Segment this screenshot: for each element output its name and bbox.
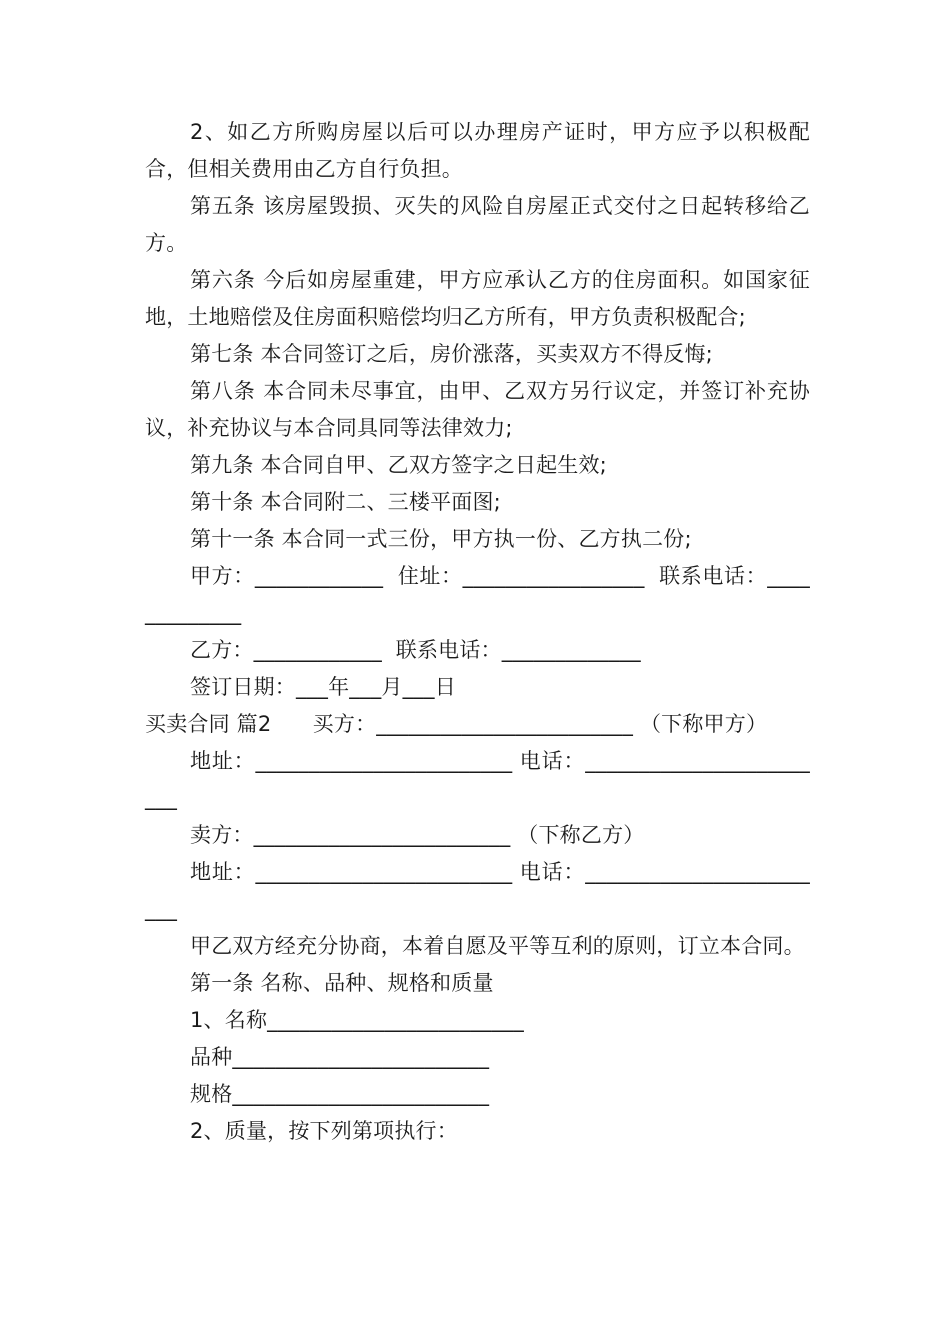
article-1-heading: 第一条 名称、品种、规格和质量 [190, 971, 494, 995]
article-7-paragraph: 第七条 本合同签订之后，房价涨落，买卖双方不得反悔; [190, 342, 713, 366]
party-b-line: 乙方：____________ 联系电话：_____________ [190, 638, 641, 662]
signing-date-line: 签订日期：___年___月___日 [190, 675, 456, 699]
article-9-paragraph: 第九条 本合同自甲、乙双方签字之日起生效; [190, 453, 607, 477]
article-6-paragraph: 第六条 今后如房屋重建，甲方应承认乙方的住房面积。如国家征地，土地赔偿及住房面积赔偿均归乙方所有，甲方负责积极配合; [145, 268, 810, 329]
buyer-address-line: 地址：________________________ 电话：________________________ [145, 749, 810, 810]
document-body [145, 114, 810, 1150]
seller-line: 卖方：________________________ （下称乙方） [190, 823, 645, 847]
contract-2-buyer-line: 买卖合同 篇2 买方：________________________ （下称甲方） [145, 712, 768, 736]
article-10-paragraph: 第十条 本合同附二、三楼平面图; [190, 490, 501, 514]
party-a-line: 甲方：____________ 住址：_________________ 联系电话：_____________ [145, 564, 810, 625]
seller-address-line: 地址：________________________ 电话：________________________ [145, 860, 810, 921]
article-11-paragraph: 第十一条 本合同一式三份，甲方执一份、乙方执二份; [190, 527, 692, 551]
article-8-paragraph: 第八条 本合同未尽事宜，由甲、乙双方另行议定，并签订补充协议，补充协议与本合同具同等法律效力; [145, 379, 810, 440]
variety-field-line: 品种________________________ [190, 1045, 490, 1069]
article-5-paragraph: 第五条 该房屋毁损、灭失的风险自房屋正式交付之日起转移给乙方。 [145, 194, 810, 255]
clause-2-paragraph: 2、如乙方所购房屋以后可以办理房产证时，甲方应予以积极配合，但相关费用由乙方自行负担。 [145, 120, 810, 181]
quality-line: 2、质量，按下列第项执行： [190, 1119, 458, 1143]
name-field-line: 1、名称________________________ [190, 1008, 524, 1032]
specification-field-line: 规格________________________ [190, 1082, 490, 1106]
agreement-intro-paragraph: 甲乙双方经充分协商，本着自愿及平等互利的原则，订立本合同。 [190, 934, 805, 958]
